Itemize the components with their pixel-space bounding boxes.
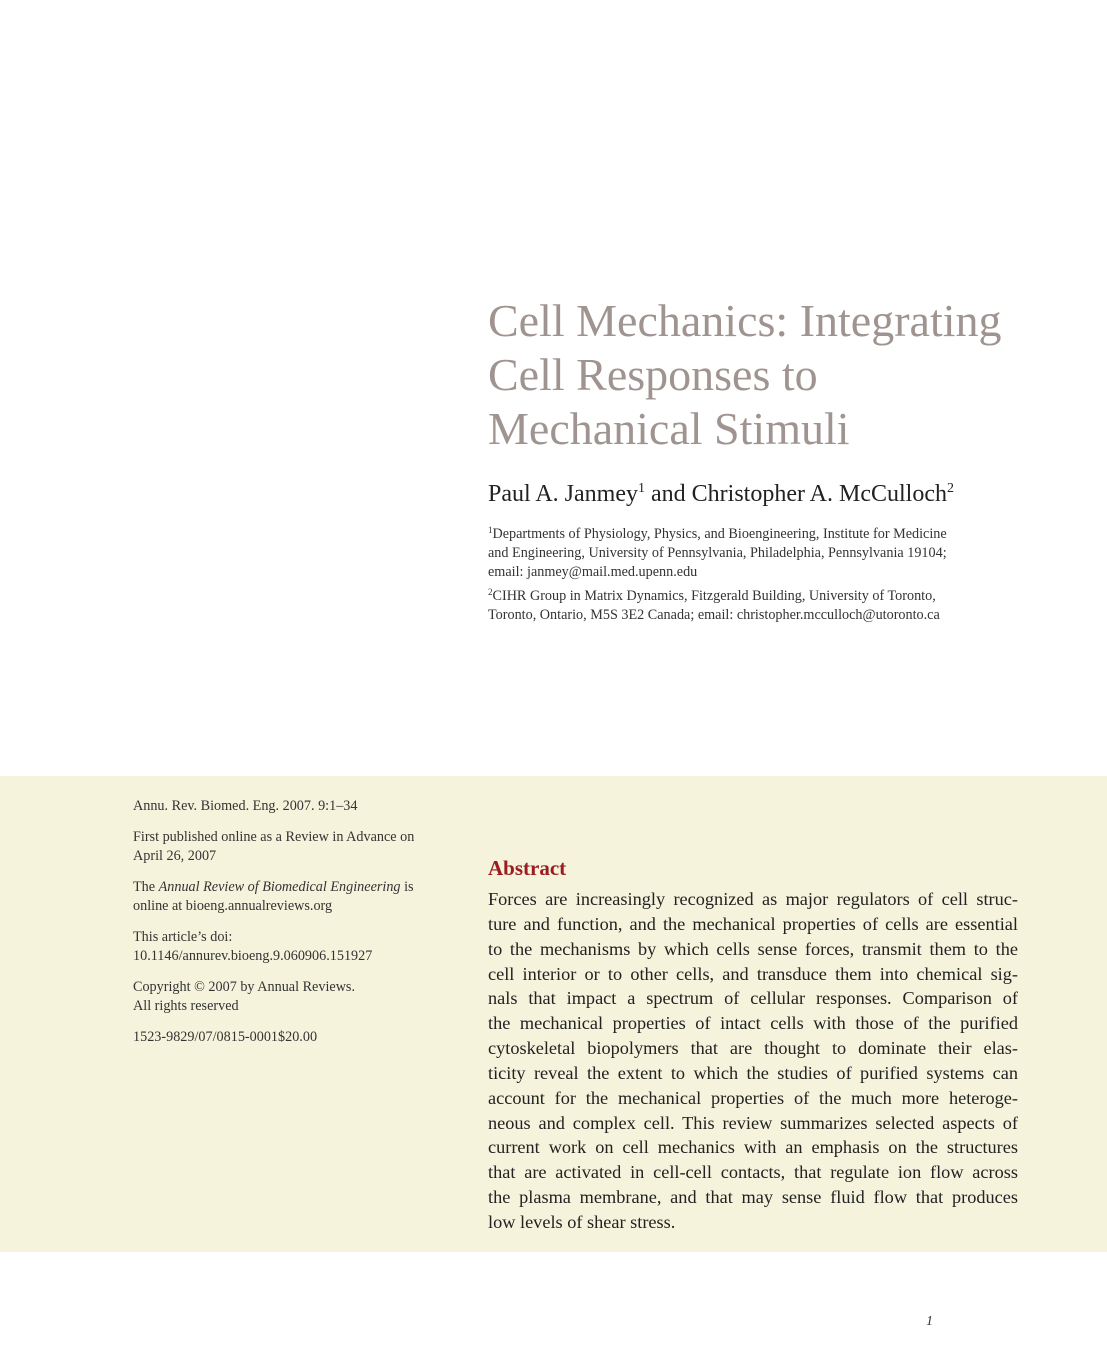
abstract-line: account for the mechanical properties of the much more heteroge- — [488, 1087, 1018, 1108]
abstract-line: current work on cell mechanics with an emphasis on the structures — [488, 1137, 1018, 1158]
doi-value: 10.1146/annurev.bioeng.9.060906.151927 — [133, 948, 373, 964]
affiliation-line — [488, 587, 1028, 606]
journal-url: online at bioeng.annualreviews.org — [133, 898, 333, 914]
copyright-note — [133, 978, 453, 1016]
abstract-line: cell interior or to other cells, and transduce them into chemical sig- — [488, 963, 1018, 984]
title-line: Cell Responses to — [488, 349, 818, 400]
affiliation-marker: 1 — [488, 525, 493, 535]
affiliation-marker: 2 — [488, 587, 493, 597]
abstract-line: cytoskeletal biopolymers that are thought to dominate their elas- — [488, 1038, 1018, 1059]
rights-line: All rights reserved — [133, 998, 239, 1014]
journal-the: The — [133, 879, 156, 895]
affiliation-text: CIHR Group in Matrix Dynamics, Fitzgerald Building, University of Toronto, — [492, 588, 936, 604]
abstract-line: Forces are increasingly recognized as major regulators of cell struc- — [488, 889, 1018, 909]
journal-line — [133, 878, 453, 897]
journal-name: Annual Review of Biomedical Engineering — [158, 879, 401, 895]
abstract-body — [488, 887, 1018, 1235]
affiliation-text: Departments of Physiology, Physics, and Bioengineering, Institute for Medicine — [492, 526, 947, 542]
doi-label: This article’s doi: — [133, 929, 233, 945]
citation-note — [133, 797, 453, 816]
issn-note — [133, 1028, 453, 1047]
journal-is: is — [404, 879, 414, 895]
margin-notes — [133, 797, 453, 1059]
article-title — [488, 294, 1088, 456]
abstract-line: that are activated in cell-cell contacts, that regulate ion flow across — [488, 1162, 1018, 1183]
abstract-line: low levels of shear stress. — [488, 1211, 676, 1232]
author-list — [488, 478, 954, 510]
citation-text: Annu. Rev. Biomed. Eng. 2007. 9:1–34 — [133, 798, 358, 814]
abstract-line: ticity reveal the extent to which the studies of purified systems can — [488, 1062, 1018, 1083]
published-line: First published online as a Review in Advance on — [133, 829, 415, 845]
author-conjunction: and — [651, 481, 686, 507]
published-note — [133, 828, 453, 866]
abstract-line: ture and function, and the mechanical properties of cells are essential — [488, 913, 1018, 934]
issn-text: 1523-9829/07/0815-0001$20.00 — [133, 1029, 318, 1045]
affiliation-1 — [488, 525, 1028, 582]
author-name: Paul A. Janmey — [488, 481, 638, 507]
abstract-line: the plasma membrane, and that may sense fluid flow that produces — [488, 1187, 1018, 1208]
title-line: Mechanical Stimuli — [488, 403, 850, 454]
abstract-line: nals that impact a spectrum of cellular responses. Comparison of — [488, 988, 1018, 1009]
affiliation-2 — [488, 587, 1028, 625]
author-affil-marker: 2 — [946, 481, 954, 496]
journal-note — [133, 878, 453, 916]
author-affil-marker: 1 — [638, 481, 645, 496]
abstract-heading: Abstract — [488, 856, 567, 880]
doi-note — [133, 928, 453, 966]
author-name: Christopher A. McCulloch — [691, 481, 947, 507]
title-line: Cell Mechanics: Integrating — [488, 295, 1002, 346]
abstract-line: neous and complex cell. This review summarizes selected aspects of — [488, 1112, 1018, 1133]
affiliation-email: Toronto, Ontario, M5S 3E2 Canada; email: christopher.mcculloch@utoronto.ca — [488, 607, 940, 623]
affiliation-email: email: janmey@mail.med.upenn.edu — [488, 564, 698, 580]
affiliation-line: and Engineering, University of Pennsylvania, Philadelphia, Pennsylvania 19104; — [488, 545, 947, 561]
copyright-line: Copyright © 2007 by Annual Reviews. — [133, 979, 356, 995]
abstract-line: to the mechanisms by which cells sense forces, transmit them to the — [488, 938, 1018, 959]
abstract-line: the mechanical properties of intact cells with those of the purified — [488, 1013, 1018, 1034]
published-date: April 26, 2007 — [133, 848, 217, 864]
affiliation-line — [488, 525, 1028, 544]
page-number: 1 — [926, 1314, 933, 1329]
